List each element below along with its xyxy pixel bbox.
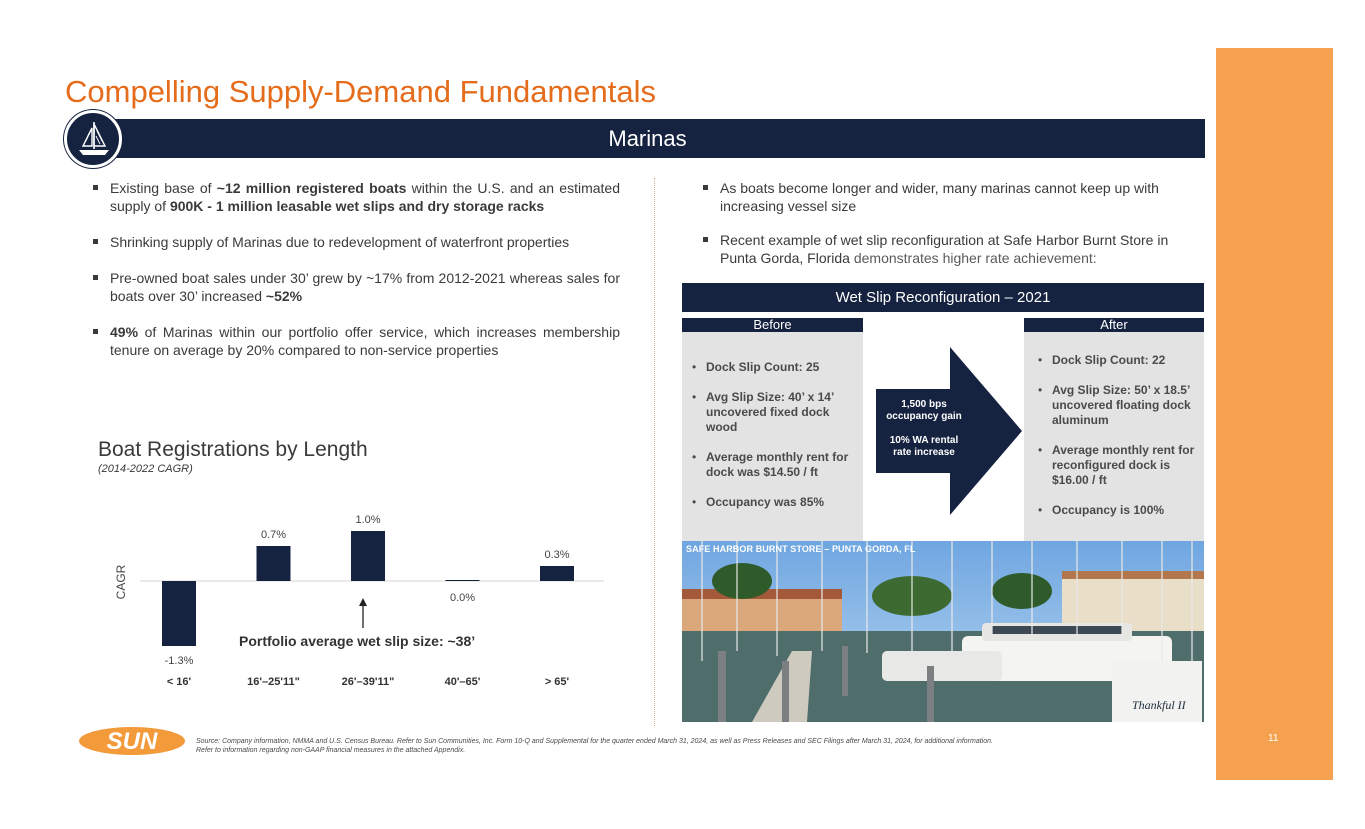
chart-bar [162, 581, 196, 646]
right-bullet-item: Recent example of wet slip reconfiguration at Safe Harbor Burnt Store in Punta Gorda, Florida demonstrates higher rate achievement: [702, 231, 1202, 267]
data-label: 0.0% [449, 592, 476, 604]
slip-reconfig-header: Wet Slip Reconfiguration – 2021 [682, 283, 1204, 312]
arrow-line: occupancy gain [886, 411, 962, 422]
left-bullet-item: Pre-owned boat sales under 30’ grew by ~17% from 2012-2021 whereas sales for boats over 30’ increased ~52% [92, 269, 620, 305]
data-label: 1.0% [355, 514, 381, 526]
after-item: • Avg Slip Size: 50’ x 18.5’ uncovered floating dock aluminum [1034, 383, 1204, 428]
annotation-arrow-head [359, 598, 367, 606]
chart-bar [351, 531, 385, 581]
before-panel [682, 332, 863, 541]
after-panel [1024, 332, 1204, 541]
right-bullet-item: As boats become longer and wider, many marinas cannot keep up with increasing vessel size [702, 179, 1202, 215]
arrow-line: rate increase [893, 447, 955, 458]
arrow-line: 1,500 bps [901, 399, 947, 410]
chart-annotation: Portfolio average wet slip size: ~38’ [239, 633, 476, 649]
before-item: • Average monthly rent for dock was $14.50 / ft [688, 450, 860, 480]
y-axis-label: CAGR [114, 564, 128, 600]
before-item: • Occupancy was 85% [688, 495, 860, 510]
accent-side-bar [1216, 48, 1333, 780]
marina-photo-illustration [682, 541, 1204, 722]
before-item: • Avg Slip Size: 40’ x 14’ uncovered fixed dock wood [688, 390, 860, 435]
chart-bar [540, 566, 574, 581]
before-item: • Dock Slip Count: 25 [688, 360, 860, 375]
sun-logo-text: SUN [106, 728, 158, 755]
after-item: • Average monthly rent for reconfigured dock is $16.00 / ft [1034, 443, 1204, 488]
category-label: 40'–65' [444, 676, 481, 688]
before-list [688, 360, 860, 525]
category-label: 16'–25'11" [247, 676, 300, 688]
sun-logo [78, 725, 188, 757]
right-bullet-list [702, 179, 1202, 283]
boat-name: Thankful II [1132, 698, 1186, 712]
data-label: -1.3% [164, 655, 194, 667]
column-divider [654, 178, 655, 726]
arrow-caption [872, 399, 976, 459]
left-bullet-item: 49% of Marinas within our portfolio offer service, which increases membership tenure on average by 20% compared to non-service properties [92, 323, 620, 359]
page-number: 11 [1268, 733, 1279, 744]
left-bullet-item: Shrinking supply of Marinas due to redevelopment of waterfront properties [92, 233, 620, 251]
data-label: 0.3% [544, 549, 570, 561]
section-banner [90, 119, 1205, 158]
marina-photo [682, 541, 1204, 722]
category-label: > 65' [544, 676, 570, 688]
data-label: 0.7% [260, 529, 287, 541]
page-title: Compelling Supply-Demand Fundamentals [65, 74, 657, 109]
category-label: < 16' [166, 676, 192, 688]
after-list [1034, 353, 1204, 533]
left-bullet-list [92, 179, 620, 377]
after-item: • Occupancy is 100% [1034, 503, 1204, 518]
photo-caption: SAFE HARBOR BURNT STORE – PUNTA GORDA, FL [686, 544, 916, 554]
chart-bar [257, 546, 291, 581]
chart-bar [446, 580, 480, 581]
section-banner-label: Marinas [608, 126, 687, 151]
source-footnote [196, 737, 1196, 755]
after-item: • Dock Slip Count: 22 [1034, 353, 1204, 368]
before-label: Before [682, 318, 863, 332]
footnote-line: Refer to information regarding non-GAAP financial measures in the attached Appendix. [196, 747, 466, 754]
arrow-line: 10% WA rental [889, 435, 959, 446]
category-label: 26'–39'11" [341, 676, 395, 688]
after-label: After [1024, 318, 1204, 332]
sailboat-icon [64, 110, 122, 168]
chart-subtitle: (2014-2022 CAGR) [98, 463, 193, 475]
boat-registrations-chart [100, 500, 620, 695]
footnote-line: Source: Company information, NMMA and U.S. Census Bureau. Refer to Sun Communities, Inc. Form 10-Q and Supplemental for the quarter ended March 31, 2024, as well as Press Releases and SEC Filings after March 31, 2024, for additional information. [196, 738, 993, 745]
left-bullet-item: Existing base of ~12 million registered boats within the U.S. and an estimated supply of 900K - 1 million leasable wet slips and dry storage racks [92, 179, 620, 215]
chart-title: Boat Registrations by Length [98, 438, 368, 461]
